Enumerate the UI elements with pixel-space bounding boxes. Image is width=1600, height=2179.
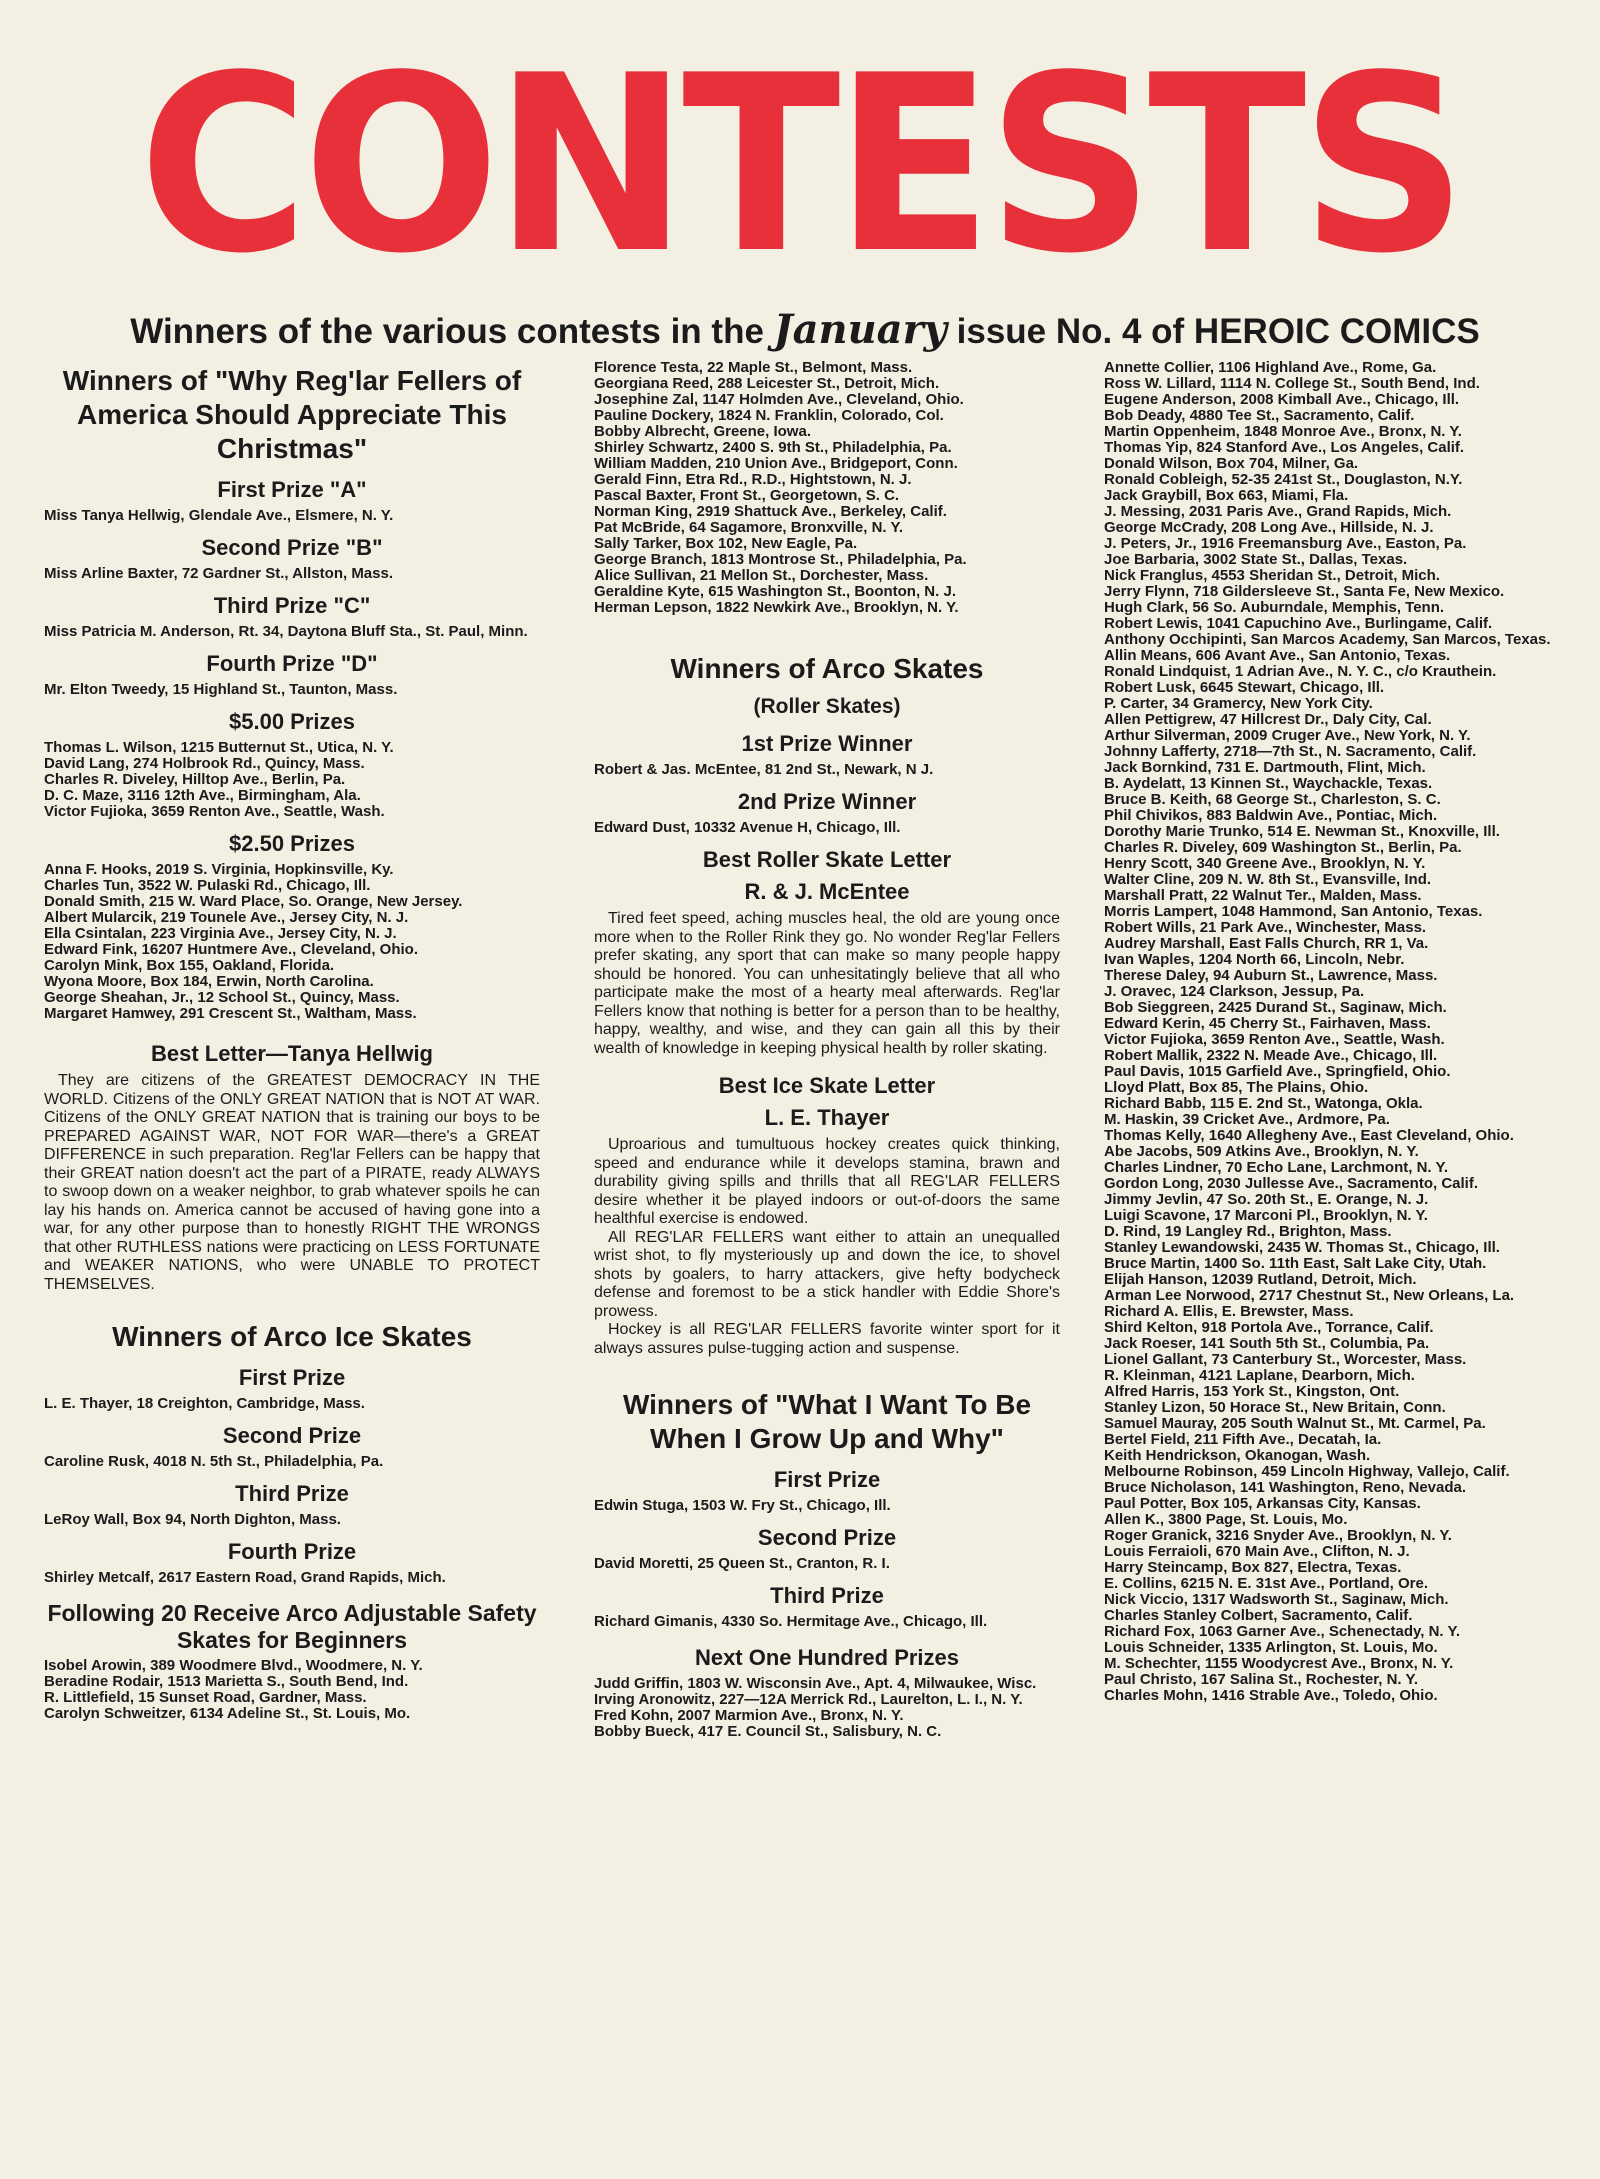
list-item: Henry Scott, 340 Greene Ave., Brooklyn, N. Y.: [1104, 855, 1426, 872]
list-item: Stanley Lizon, 50 Horace St., New Britain, Conn.: [1104, 1399, 1446, 1416]
list-item: Gordon Long, 2030 Jullesse Ave., Sacramento, Calif.: [1104, 1175, 1479, 1192]
list-item: Ronald Cobleigh, 52-35 241st St., Douglaston, N.Y.: [1104, 471, 1463, 488]
list-item: Judd Griffin, 1803 W. Wisconsin Ave., Apt. 4, Milwaukee, Wisc.: [594, 1675, 1037, 1692]
list-item: Donald Wilson, Box 704, Milner, Ga.: [1104, 455, 1359, 472]
prize-list-top: [594, 360, 1060, 616]
list-item: Allin Means, 606 Avant Ave., San Antonio, Texas.: [1104, 647, 1451, 664]
list-item: Charles Mohn, 1416 Strable Ave., Toledo, Ohio.: [1104, 1687, 1438, 1704]
why-header: Winners of "Why Reg'lar Fellers of America Should Appreciate This Christmas": [62, 365, 522, 464]
list-item: Louis Schneider, 1335 Arlington, St. Louis, Mo.: [1104, 1639, 1438, 1656]
grow-second-winner: David Moretti, 25 Queen St., Cranton, R. I.: [594, 1555, 890, 1572]
masthead: [30, 20, 1570, 310]
list-item: Phil Chivikos, 883 Baldwin Ave., Pontiac, Mich.: [1104, 807, 1438, 824]
list-item: J. Peters, Jr., 1916 Freemansburg Ave., Easton, Pa.: [1104, 535, 1467, 552]
second-prize-label: Second Prize "B": [201, 535, 383, 560]
list-item: Jack Bornkind, 731 E. Dartmouth, Flint, Mich.: [1104, 759, 1426, 776]
list-item: Sally Tarker, Box 102, New Eagle, Pa.: [594, 535, 858, 552]
list-item: Lionel Gallant, 73 Canterbury St., Worcester, Mass.: [1104, 1351, 1467, 1368]
list-item: Eugene Anderson, 2008 Kimball Ave., Chicago, Ill.: [1104, 391, 1460, 408]
list-item: Roger Granick, 3216 Snyder Ave., Brooklyn, N. Y.: [1104, 1527, 1452, 1544]
list-item: Paul Potter, Box 105, Arkansas City, Kansas.: [1104, 1495, 1421, 1512]
list-item: Margaret Hamwey, 291 Crescent St., Waltham, Mass.: [44, 1005, 417, 1022]
list-item: Georgiana Reed, 288 Leicester St., Detroit, Mich.: [594, 375, 940, 392]
ice-fourth-label: Fourth Prize: [227, 1539, 357, 1564]
list-item: Gerald Finn, Etra Rd., R.D., Hightstown, N. J.: [594, 471, 912, 488]
list-item: Herman Lepson, 1822 Newkirk Ave., Brooklyn, N. Y.: [594, 599, 959, 616]
list-item: Thomas L. Wilson, 1215 Butternut St., Utica, N. Y.: [44, 739, 394, 756]
ice-first-label: First Prize: [238, 1365, 346, 1390]
list-item: Pat McBride, 64 Sagamore, Bronxville, N. Y.: [594, 519, 904, 536]
list-item: Bobby Bueck, 417 E. Council St., Salisbury, N. C.: [594, 1723, 942, 1740]
hundred-prizes-header: Next One Hundred Prizes: [694, 1645, 960, 1670]
list-item: Charles Tun, 3522 W. Pulaski Rd., Chicago, Ill.: [44, 877, 371, 894]
list-item: Morris Lampert, 1048 Hammond, San Antonio, Texas.: [1104, 903, 1483, 920]
list-item: Victor Fujioka, 3659 Renton Ave., Seattle, Wash.: [1104, 1031, 1445, 1048]
list-item: Victor Fujioka, 3659 Renton Ave., Seattle, Wash.: [44, 803, 385, 820]
list-item: Anthony Occhipinti, San Marcos Academy, San Marcos, Texas.: [1104, 631, 1551, 648]
list-item: Carolyn Schweitzer, 6134 Adeline St., St. Louis, Mo.: [44, 1705, 411, 1722]
ice-skates-header: Winners of Arco Ice Skates: [112, 1321, 472, 1352]
roller-second-label: 2nd Prize Winner: [737, 789, 917, 814]
list-item: M. Schechter, 1155 Woodycrest Ave., Bronx, N. Y.: [1104, 1655, 1454, 1672]
two-fifty-list: [44, 862, 540, 1022]
list-item: Charles Lindner, 70 Echo Lane, Larchmont, N. Y.: [1104, 1159, 1448, 1176]
list-item: Pascal Baxter, Front St., Georgetown, S. C.: [594, 487, 900, 504]
list-item: Allen Pettigrew, 47 Hillcrest Dr., Daly City, Cal.: [1104, 711, 1432, 728]
list-item: Audrey Marshall, East Falls Church, RR 1, Va.: [1104, 935, 1429, 952]
list-item: Fred Kohn, 2007 Marmion Ave., Bronx, N. Y.: [594, 1707, 904, 1724]
third-prize-winner: Miss Patricia M. Anderson, Rt. 34, Daytona Bluff Sta., St. Paul, Minn.: [44, 623, 528, 640]
second-prize-winner: Miss Arline Baxter, 72 Gardner St., Allston, Mass.: [44, 565, 394, 582]
list-item: Walter Cline, 209 N. W. 8th St., Evansville, Ind.: [1104, 871, 1432, 888]
list-item: Edward Kerin, 45 Cherry St., Fairhaven, Mass.: [1104, 1015, 1431, 1032]
list-item: Thomas Kelly, 1640 Allegheny Ave., East Cleveland, Ohio.: [1104, 1127, 1514, 1144]
list-item: Martin Oppenheim, 1848 Monroe Ave., Bronx, N. Y.: [1104, 423, 1462, 440]
ice-second-winner: Caroline Rusk, 4018 N. 5th St., Philadelphia, Pa.: [44, 1453, 384, 1470]
ice-letter-text-1: Uproarious and tumultuous hockey creates quick thinking, speed and endurance while it develops stamina, brawn and durability giving spills and thrills that all REG'LAR FELLERS desire whether it be played indoors or out-of-doors the same healthful exercise is endowed.: [594, 1136, 1060, 1227]
list-item: Ronald Lindquist, 1 Adrian Ave., N. Y. C., c/o Krauthein.: [1104, 663, 1497, 680]
list-item: Johnny Lafferty, 2718—7th St., N. Sacramento, Calif.: [1104, 743, 1477, 760]
hundred-prizes-list: [594, 1676, 1060, 1740]
subhead: [50, 306, 1560, 352]
grow-second-label: Second Prize: [757, 1525, 897, 1550]
two-fifty-header: $2.50 Prizes: [229, 831, 355, 856]
ice-letter-text-2: All REG'LAR FELLERS want either to attain an unequalled wrist shot, to fly mysteriously up and down the ice, to shovel shots by goalers, to harry attackers, give hefty bodycheck defense and foremost to be a stick handler with Eddie Shore's prowess.: [594, 1228, 1060, 1320]
list-item: Bob Sieggreen, 2425 Durand St., Saginaw, Mich.: [1104, 999, 1447, 1016]
list-item: Arthur Silverman, 2009 Cruger Ave., New York, N. Y.: [1104, 727, 1471, 744]
third-prize-label: Third Prize "C": [213, 593, 371, 618]
list-item: Ella Csintalan, 223 Virginia Ave., Jersey City, N. J.: [44, 925, 397, 942]
fourth-prize-label: Fourth Prize "D": [206, 651, 378, 676]
list-item: D. Rind, 19 Langley Rd., Brighton, Mass.: [1104, 1223, 1392, 1240]
list-item: Shirley Schwartz, 2400 S. 9th St., Philadelphia, Pa.: [594, 439, 952, 456]
winners-list-continued: [1104, 360, 1566, 1704]
list-item: Irving Aronowitz, 227—12A Merrick Rd., Laurelton, L. I., N. Y.: [594, 1691, 1023, 1708]
list-item: George Branch, 1813 Montrose St., Philadelphia, Pa.: [594, 551, 967, 568]
list-item: Annette Collier, 1106 Highland Ave., Rome, Ga.: [1104, 360, 1437, 376]
ice-fourth-winner: Shirley Metcalf, 2617 Eastern Road, Grand Rapids, Mich.: [44, 1569, 446, 1586]
list-item: Nick Viccio, 1317 Wadsworth St., Saginaw, Mich.: [1104, 1591, 1449, 1608]
five-dollar-header: $5.00 Prizes: [229, 709, 355, 734]
list-item: Thomas Yip, 824 Stanford Ave., Los Angeles, Calif.: [1104, 439, 1465, 456]
list-item: Donald Smith, 215 W. Ward Place, So. Orange, New Jersey.: [44, 893, 463, 910]
subhead-pre: Winners of the various contests in the: [130, 312, 764, 351]
subhead-post: issue No. 4 of HEROIC COMICS: [956, 312, 1480, 351]
list-item: George McCrady, 208 Long Ave., Hillside, N. J.: [1104, 519, 1434, 536]
list-item: Harry Steincamp, Box 827, Electra, Texas.: [1104, 1559, 1402, 1576]
list-item: Alfred Harris, 153 York St., Kingston, Ont.: [1104, 1383, 1400, 1400]
roller-letter-header: Best Roller Skate Letter: [702, 847, 952, 872]
list-item: William Madden, 210 Union Ave., Bridgeport, Conn.: [594, 455, 958, 472]
list-item: Paul Christo, 167 Salina St., Rochester, N. Y.: [1104, 1671, 1419, 1688]
list-item: Paul Davis, 1015 Garfield Ave., Springfield, Ohio.: [1104, 1063, 1451, 1080]
ice-first-winner: L. E. Thayer, 18 Creighton, Cambridge, Mass.: [44, 1395, 365, 1412]
list-item: Nick Franglus, 4553 Sheridan St., Detroit, Mich.: [1104, 567, 1440, 584]
ice-third-label: Third Prize: [235, 1481, 349, 1506]
grow-third-label: Third Prize: [770, 1583, 884, 1608]
column-middle: [594, 360, 1060, 2160]
list-item: Bobby Albrecht, Greene, Iowa.: [594, 423, 811, 440]
list-item: Shird Kelton, 918 Portola Ave., Torrance, Calif.: [1104, 1319, 1434, 1336]
list-item: Charles Stanley Colbert, Sacramento, Calif.: [1104, 1607, 1413, 1624]
list-item: Stanley Lewandowski, 2435 W. Thomas St., Chicago, Ill.: [1104, 1239, 1500, 1256]
ice-second-label: Second Prize: [222, 1423, 362, 1448]
roller-letter-text: Tired feet speed, aching muscles heal, the old are young once more when to the Roller Rink they go. No wonder Reg'lar Fellers prefer skating, any sport that can make so many people happy should be honored. You can unhesitatingly believe that all who participate make the most of a hearty meal afterwards. Reg'lar Fellers know that nothing is better for a person than to be healthy, happy, wealthy, and wise, and they can gain all this by their wealth of knowledge in keeping physical health by roller skating.: [594, 910, 1060, 1057]
first-prize-winner: Miss Tanya Hellwig, Glendale Ave., Elsmere, N. Y.: [44, 507, 394, 524]
list-item: Ivan Waples, 1204 North 66, Lincoln, Nebr.: [1104, 951, 1405, 968]
list-item: Luigi Scavone, 17 Marconi Pl., Brooklyn, N. Y.: [1104, 1207, 1428, 1224]
list-item: D. C. Maze, 3116 12th Ave., Birmingham, Ala.: [44, 787, 361, 804]
list-item: Robert Lusk, 6645 Stewart, Chicago, Ill.: [1104, 679, 1385, 696]
subhead-month: January: [773, 306, 947, 353]
list-item: Richard Babb, 115 E. 2nd St., Watonga, Okla.: [1104, 1095, 1423, 1112]
list-item: M. Haskin, 39 Cricket Ave., Ardmore, Pa.: [1104, 1111, 1390, 1128]
list-item: Richard A. Ellis, E. Brewster, Mass.: [1104, 1303, 1354, 1320]
list-item: George Sheahan, Jr., 12 School St., Quincy, Mass.: [44, 989, 400, 1006]
grow-first-winner: Edwin Stuga, 1503 W. Fry St., Chicago, Ill.: [594, 1497, 891, 1514]
list-item: Elijah Hanson, 12039 Rutland, Detroit, Mich.: [1104, 1271, 1417, 1288]
first-prize-label: First Prize "A": [217, 477, 367, 502]
list-item: Joe Barbaria, 3002 State St., Dallas, Texas.: [1104, 551, 1408, 568]
grow-third-winner: Richard Gimanis, 4330 So. Hermitage Ave., Chicago, Ill.: [594, 1613, 988, 1630]
list-item: Arman Lee Norwood, 2717 Chestnut St., New Orleans, La.: [1104, 1287, 1515, 1304]
list-item: B. Aydelatt, 13 Kinnen St., Waychackle, Texas.: [1104, 775, 1433, 792]
list-item: Bertel Field, 211 Fifth Ave., Decatah, Ia.: [1104, 1431, 1382, 1448]
following-header: Following 20 Receive Arco Adjustable Safety Skates for Beginners: [47, 1600, 537, 1653]
roller-first-winner: Robert & Jas. McEntee, 81 2nd St., Newark, N J.: [594, 761, 934, 778]
list-item: David Lang, 274 Holbrook Rd., Quincy, Mass.: [44, 755, 365, 772]
list-item: Geraldine Kyte, 615 Washington St., Boonton, N. J.: [594, 583, 956, 600]
list-item: Robert Lewis, 1041 Capuchino Ave., Burlingame, Calif.: [1104, 615, 1493, 632]
roller-letter-name: R. & J. McEntee: [744, 879, 910, 904]
column-right: [1104, 360, 1566, 2170]
list-item: Beradine Rodair, 1513 Marietta S., South Bend, Ind.: [44, 1673, 409, 1690]
arco-skates-header: Winners of Arco Skates: [670, 653, 984, 684]
list-item: Isobel Arowin, 389 Woodmere Blvd., Woodmere, N. Y.: [44, 1657, 423, 1674]
five-dollar-list: [44, 740, 540, 820]
list-item: Florence Testa, 22 Maple St., Belmont, Mass.: [594, 360, 913, 376]
best-letter-header: Best Letter—Tanya Hellwig: [151, 1041, 433, 1066]
grow-up-header: Winners of "What I Want To Be When I Grow Up and Why": [622, 1389, 1032, 1454]
best-letter-text: They are citizens of the GREATEST DEMOCRACY IN THE WORLD. Citizens of the ONLY GREAT NATION that is NOT AT WAR. Citizens of the ONLY GREAT NATION that is training our boys to be PREPARED AGAINST WAR, NOT FOR WAR—there's a GREAT DIFFERENCE in such preparation. Reg'lar Fellers can be happy that their GREAT nation doesn't act the part of a PIRATE, ready ALWAYS to swoop down on a weaker neighbor, to grab whatever spoils he can lay his hands on. America cannot be accused of having gone into a war, for any other purpose than to honestly RIGHT THE WRONGS that other RUTHLESS nations were practicing on LESS FORTUNATE and WEAKER NATIONS, who were UNABLE TO PROTECT THEMSELVES.: [44, 1072, 540, 1293]
following-list: [44, 1658, 540, 1722]
list-item: Keith Hendrickson, Okanogan, Wash.: [1104, 1447, 1371, 1464]
list-item: Samuel Mauray, 205 South Walnut St., Mt. Carmel, Pa.: [1104, 1415, 1486, 1432]
list-item: E. Collins, 6215 N. E. 31st Ave., Portland, Ore.: [1104, 1575, 1429, 1592]
list-item: Wyona Moore, Box 184, Erwin, North Carolina.: [44, 973, 374, 990]
list-item: Bruce Martin, 1400 So. 11th East, Salt Lake City, Utah.: [1104, 1255, 1487, 1272]
list-item: Jack Graybill, Box 663, Miami, Fla.: [1104, 487, 1349, 504]
list-item: Ross W. Lillard, 1114 N. College St., South Bend, Ind.: [1104, 375, 1480, 392]
list-item: Bruce Nicholason, 141 Washington, Reno, Nevada.: [1104, 1479, 1467, 1496]
list-item: Dorothy Marie Trunko, 514 E. Newman St., Knoxville, Ill.: [1104, 823, 1500, 840]
list-item: Abe Jacobs, 509 Atkins Ave., Brooklyn, N. Y.: [1104, 1143, 1419, 1160]
ice-letter-header: Best Ice Skate Letter: [718, 1073, 936, 1098]
list-item: J. Oravec, 124 Clarkson, Jessup, Pa.: [1104, 983, 1365, 1000]
list-item: Jimmy Jevlin, 47 So. 20th St., E. Orange, N. J.: [1104, 1191, 1429, 1208]
list-item: Lloyd Platt, Box 85, The Plains, Ohio.: [1104, 1079, 1369, 1096]
list-item: Melbourne Robinson, 459 Lincoln Highway, Vallejo, Calif.: [1104, 1463, 1510, 1480]
list-item: R. Kleinman, 4121 Laplane, Dearborn, Mich.: [1104, 1367, 1415, 1384]
grow-first-label: First Prize: [773, 1467, 881, 1492]
column-left: [44, 360, 540, 2160]
list-item: Norman King, 2919 Shattuck Ave., Berkeley, Calif.: [594, 503, 947, 520]
list-item: Charles R. Diveley, 609 Washington St., Berlin, Pa.: [1104, 839, 1462, 856]
list-item: Robert Mallik, 2322 N. Meade Ave., Chicago, Ill.: [1104, 1047, 1438, 1064]
roller-second-winner: Edward Dust, 10332 Avenue H, Chicago, Ill.: [594, 819, 901, 836]
list-item: Jerry Flynn, 718 Gildersleeve St., Santa Fe, New Mexico.: [1104, 583, 1505, 600]
list-item: Anna F. Hooks, 2019 S. Virginia, Hopkinsville, Ky.: [44, 861, 394, 878]
list-item: Richard Fox, 1063 Garner Ave., Schenectady, N. Y.: [1104, 1623, 1460, 1640]
list-item: Bob Deady, 4880 Tee St., Sacramento, Calif.: [1104, 407, 1415, 424]
ice-third-winner: LeRoy Wall, Box 94, North Dighton, Mass.: [44, 1511, 341, 1528]
list-item: Bruce B. Keith, 68 George St., Charleston, S. C.: [1104, 791, 1441, 808]
list-item: Allen K., 3800 Page, St. Louis, Mo.: [1104, 1511, 1348, 1528]
fourth-prize-winner: Mr. Elton Tweedy, 15 Highland St., Taunton, Mass.: [44, 681, 398, 698]
list-item: R. Littlefield, 15 Sunset Road, Gardner, Mass.: [44, 1689, 367, 1706]
ice-letter-text-3: Hockey is all REG'LAR FELLERS favorite winter sport for it always assures pulse-tugging action and suspense.: [594, 1321, 1060, 1357]
masthead-title: CONTESTS: [138, 23, 1462, 307]
arco-skates-subheader: (Roller Skates): [753, 695, 901, 718]
roller-first-label: 1st Prize Winner: [741, 731, 913, 756]
list-item: Carolyn Mink, Box 155, Oakland, Florida.: [44, 957, 335, 974]
list-item: Therese Daley, 94 Auburn St., Lawrence, Mass.: [1104, 967, 1438, 984]
list-item: Albert Mularcik, 219 Tounele Ave., Jersey City, N. J.: [44, 909, 409, 926]
list-item: P. Carter, 34 Gramercy, New York City.: [1104, 695, 1373, 712]
list-item: Marshall Pratt, 22 Walnut Ter., Malden, Mass.: [1104, 887, 1422, 904]
list-item: Edward Fink, 16207 Huntmere Ave., Cleveland, Ohio.: [44, 941, 419, 958]
list-item: Jack Roeser, 141 South 5th St., Columbia, Pa.: [1104, 1335, 1430, 1352]
list-item: Hugh Clark, 56 So. Auburndale, Memphis, Tenn.: [1104, 599, 1445, 616]
list-item: Louis Ferraioli, 670 Main Ave., Clifton, N. J.: [1104, 1543, 1410, 1560]
list-item: Charles R. Diveley, Hilltop Ave., Berlin, Pa.: [44, 771, 346, 788]
list-item: Alice Sullivan, 21 Mellon St., Dorchester, Mass.: [594, 567, 929, 584]
list-item: Pauline Dockery, 1824 N. Franklin, Colorado, Col.: [594, 407, 944, 424]
list-item: J. Messing, 2031 Paris Ave., Grand Rapids, Mich.: [1104, 503, 1452, 520]
list-item: Robert Wills, 21 Park Ave., Winchester, Mass.: [1104, 919, 1427, 936]
list-item: Josephine Zal, 1147 Holmden Ave., Cleveland, Ohio.: [594, 391, 964, 408]
ice-letter-name: L. E. Thayer: [764, 1105, 890, 1130]
